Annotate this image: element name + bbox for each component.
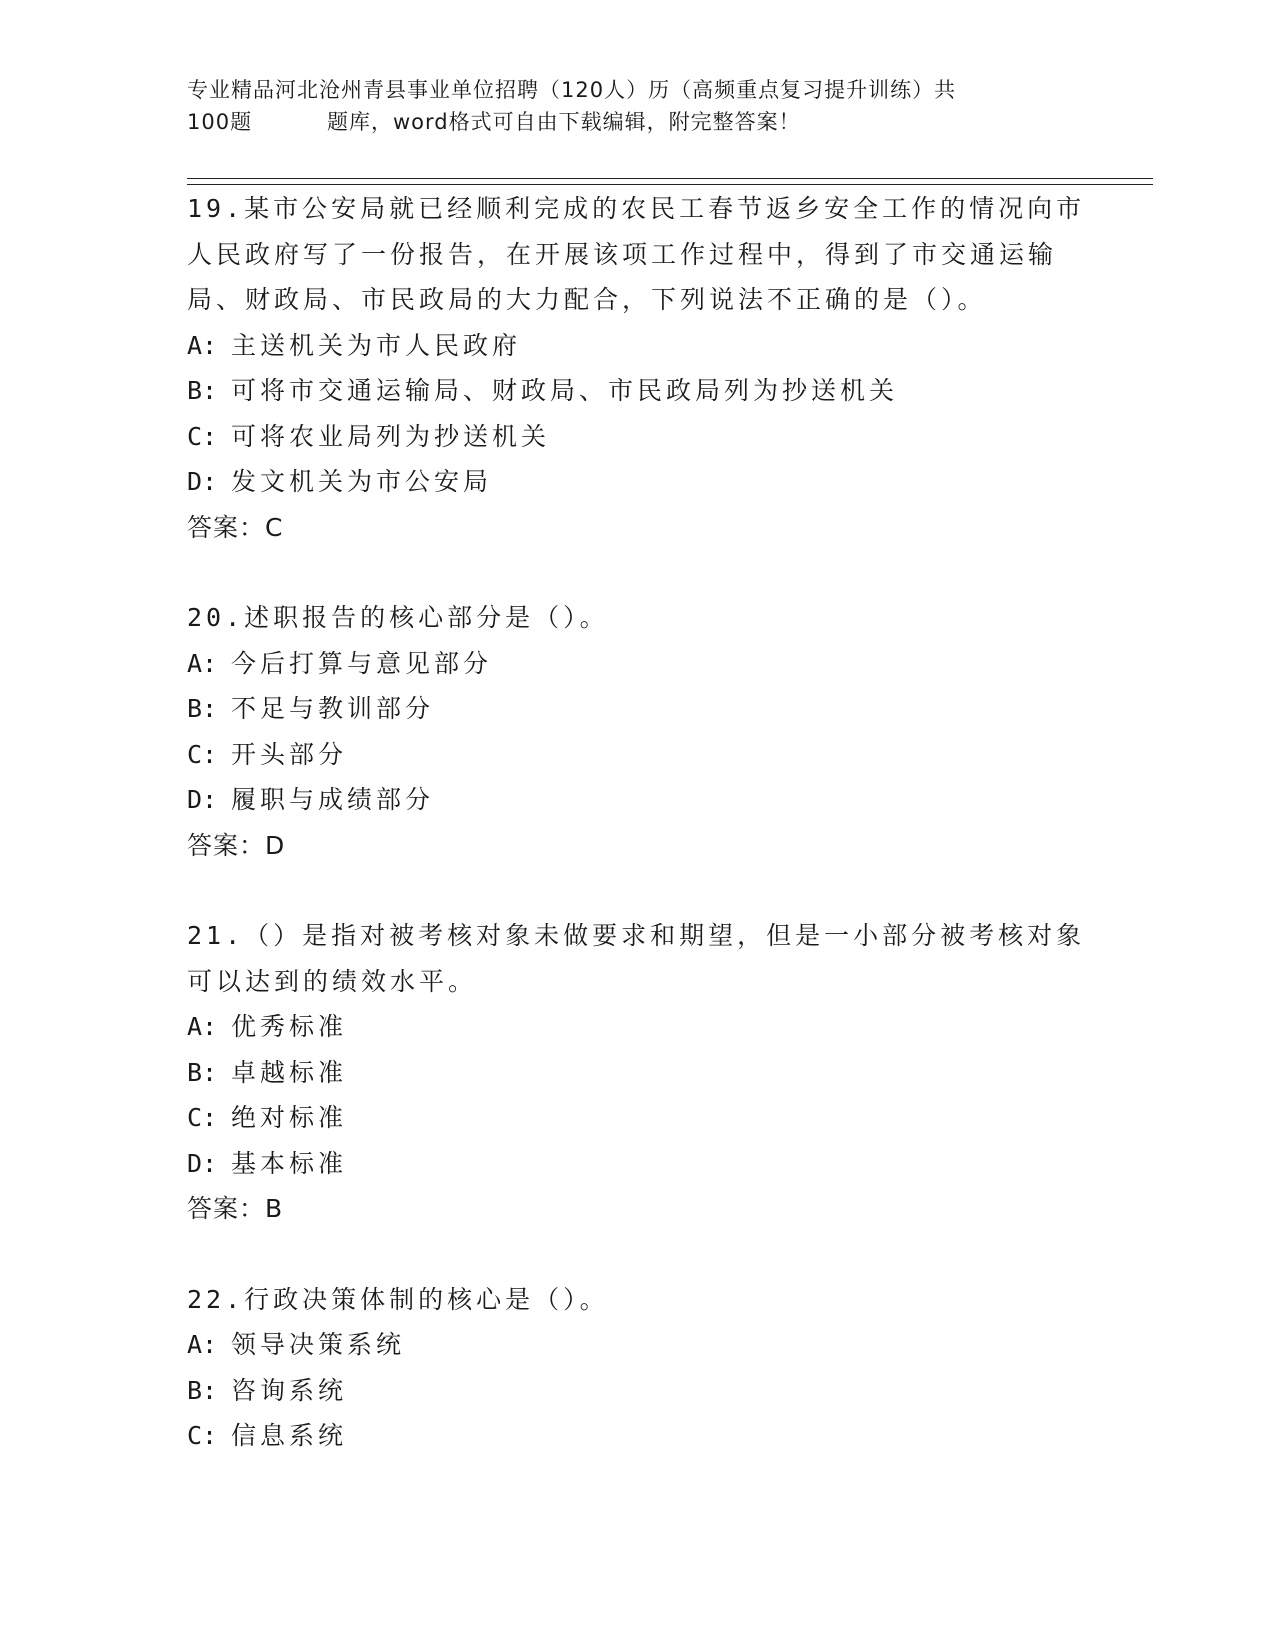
option-text: 主送机关为市人民政府 [231,330,522,360]
question-21 [187,913,1087,1232]
header-count: 100题 [187,110,253,134]
stem-line: 人民政府写了一份报告，在开展该项工作过程中，得到了市交通运输 [187,239,1058,269]
answer-line: 答案：B [187,1194,284,1223]
option-key: A: [187,1012,218,1041]
header-title-line-1: 专业精品河北沧州青县事业单位招聘（120人）历（高频重点复习提升训练）共 [187,78,957,102]
option-text: 今后打算与意见部分 [231,648,493,678]
header-divider-top [187,178,1153,179]
stem-line: 可以达到的绩效水平。 [187,966,478,996]
question-stem [187,1277,1087,1323]
option-b [187,686,1087,732]
option-a [187,323,1087,369]
option-key: C: [187,1421,218,1450]
answer-line: 答案：C [187,512,284,542]
option-text: 履职与成绩部分 [231,785,435,814]
option-key: A: [187,330,218,360]
option-c [187,1095,1087,1141]
header-title-line-2 [187,106,1087,138]
question-19 [187,186,1087,550]
header-divider-bottom [187,184,1153,185]
stem-line: 19.某市公安局就已经顺利完成的农民工春节返乡安全工作的情况向市 [187,194,1086,223]
option-c [187,414,1087,460]
option-key: C: [187,421,218,451]
option-a [187,1322,1087,1368]
option-text: 领导决策系统 [231,1330,406,1359]
option-key: B: [187,1057,218,1087]
question-stem [187,595,1087,641]
option-key: D: [187,1148,218,1178]
option-text: 发文机关为市公安局 [231,467,493,496]
option-text: 可将市交通运输局、财政局、市民政局列为抄送机关 [231,376,899,405]
option-key: D: [187,467,218,496]
option-text: 绝对标准 [231,1103,348,1132]
option-d [187,1141,1087,1187]
option-key: B: [187,376,218,405]
option-key: C: [187,1103,218,1132]
stem-line: 21.（）是指对被考核对象未做要求和期望，但是一小部分被考核对象 [187,921,1086,950]
option-key: B: [187,694,218,723]
stem-line: 22.行政决策体制的核心是（）。 [187,1284,609,1314]
answer-line: 答案：D [187,830,286,860]
question-list [187,186,1087,1459]
option-key: D: [187,785,218,814]
option-key: A: [187,1330,218,1359]
option-text: 基本标准 [231,1148,348,1178]
spacer [187,1232,1087,1277]
option-c [187,732,1087,778]
option-d [187,777,1087,823]
option-a [187,1004,1087,1050]
option-text: 优秀标准 [231,1012,348,1041]
header-subtitle: 题库，word格式可自由下载编辑，附完整答案！ [327,110,801,134]
question-22 [187,1277,1087,1459]
option-text: 信息系统 [231,1421,348,1450]
option-key: B: [187,1375,218,1405]
option-text: 开头部分 [231,739,348,769]
option-text: 卓越标准 [231,1057,348,1087]
spacer [187,550,1087,595]
option-c [187,1413,1087,1459]
document-header [187,74,1087,138]
option-text: 咨询系统 [231,1375,348,1405]
question-stem [187,913,1087,1004]
stem-line: 20.述职报告的核心部分是（）。 [187,603,609,632]
spacer [187,868,1087,913]
option-text: 不足与教训部分 [231,694,435,723]
option-b [187,1050,1087,1096]
option-b [187,1368,1087,1414]
question-20 [187,595,1087,868]
question-stem [187,186,1087,323]
option-key: A: [187,648,218,678]
option-a [187,641,1087,687]
stem-line: 局、财政局、市民政局的大力配合，下列说法不正确的是（）。 [187,285,987,314]
option-b [187,368,1087,414]
option-key: C: [187,739,218,769]
option-text: 可将农业局列为抄送机关 [231,421,551,451]
option-d [187,459,1087,505]
